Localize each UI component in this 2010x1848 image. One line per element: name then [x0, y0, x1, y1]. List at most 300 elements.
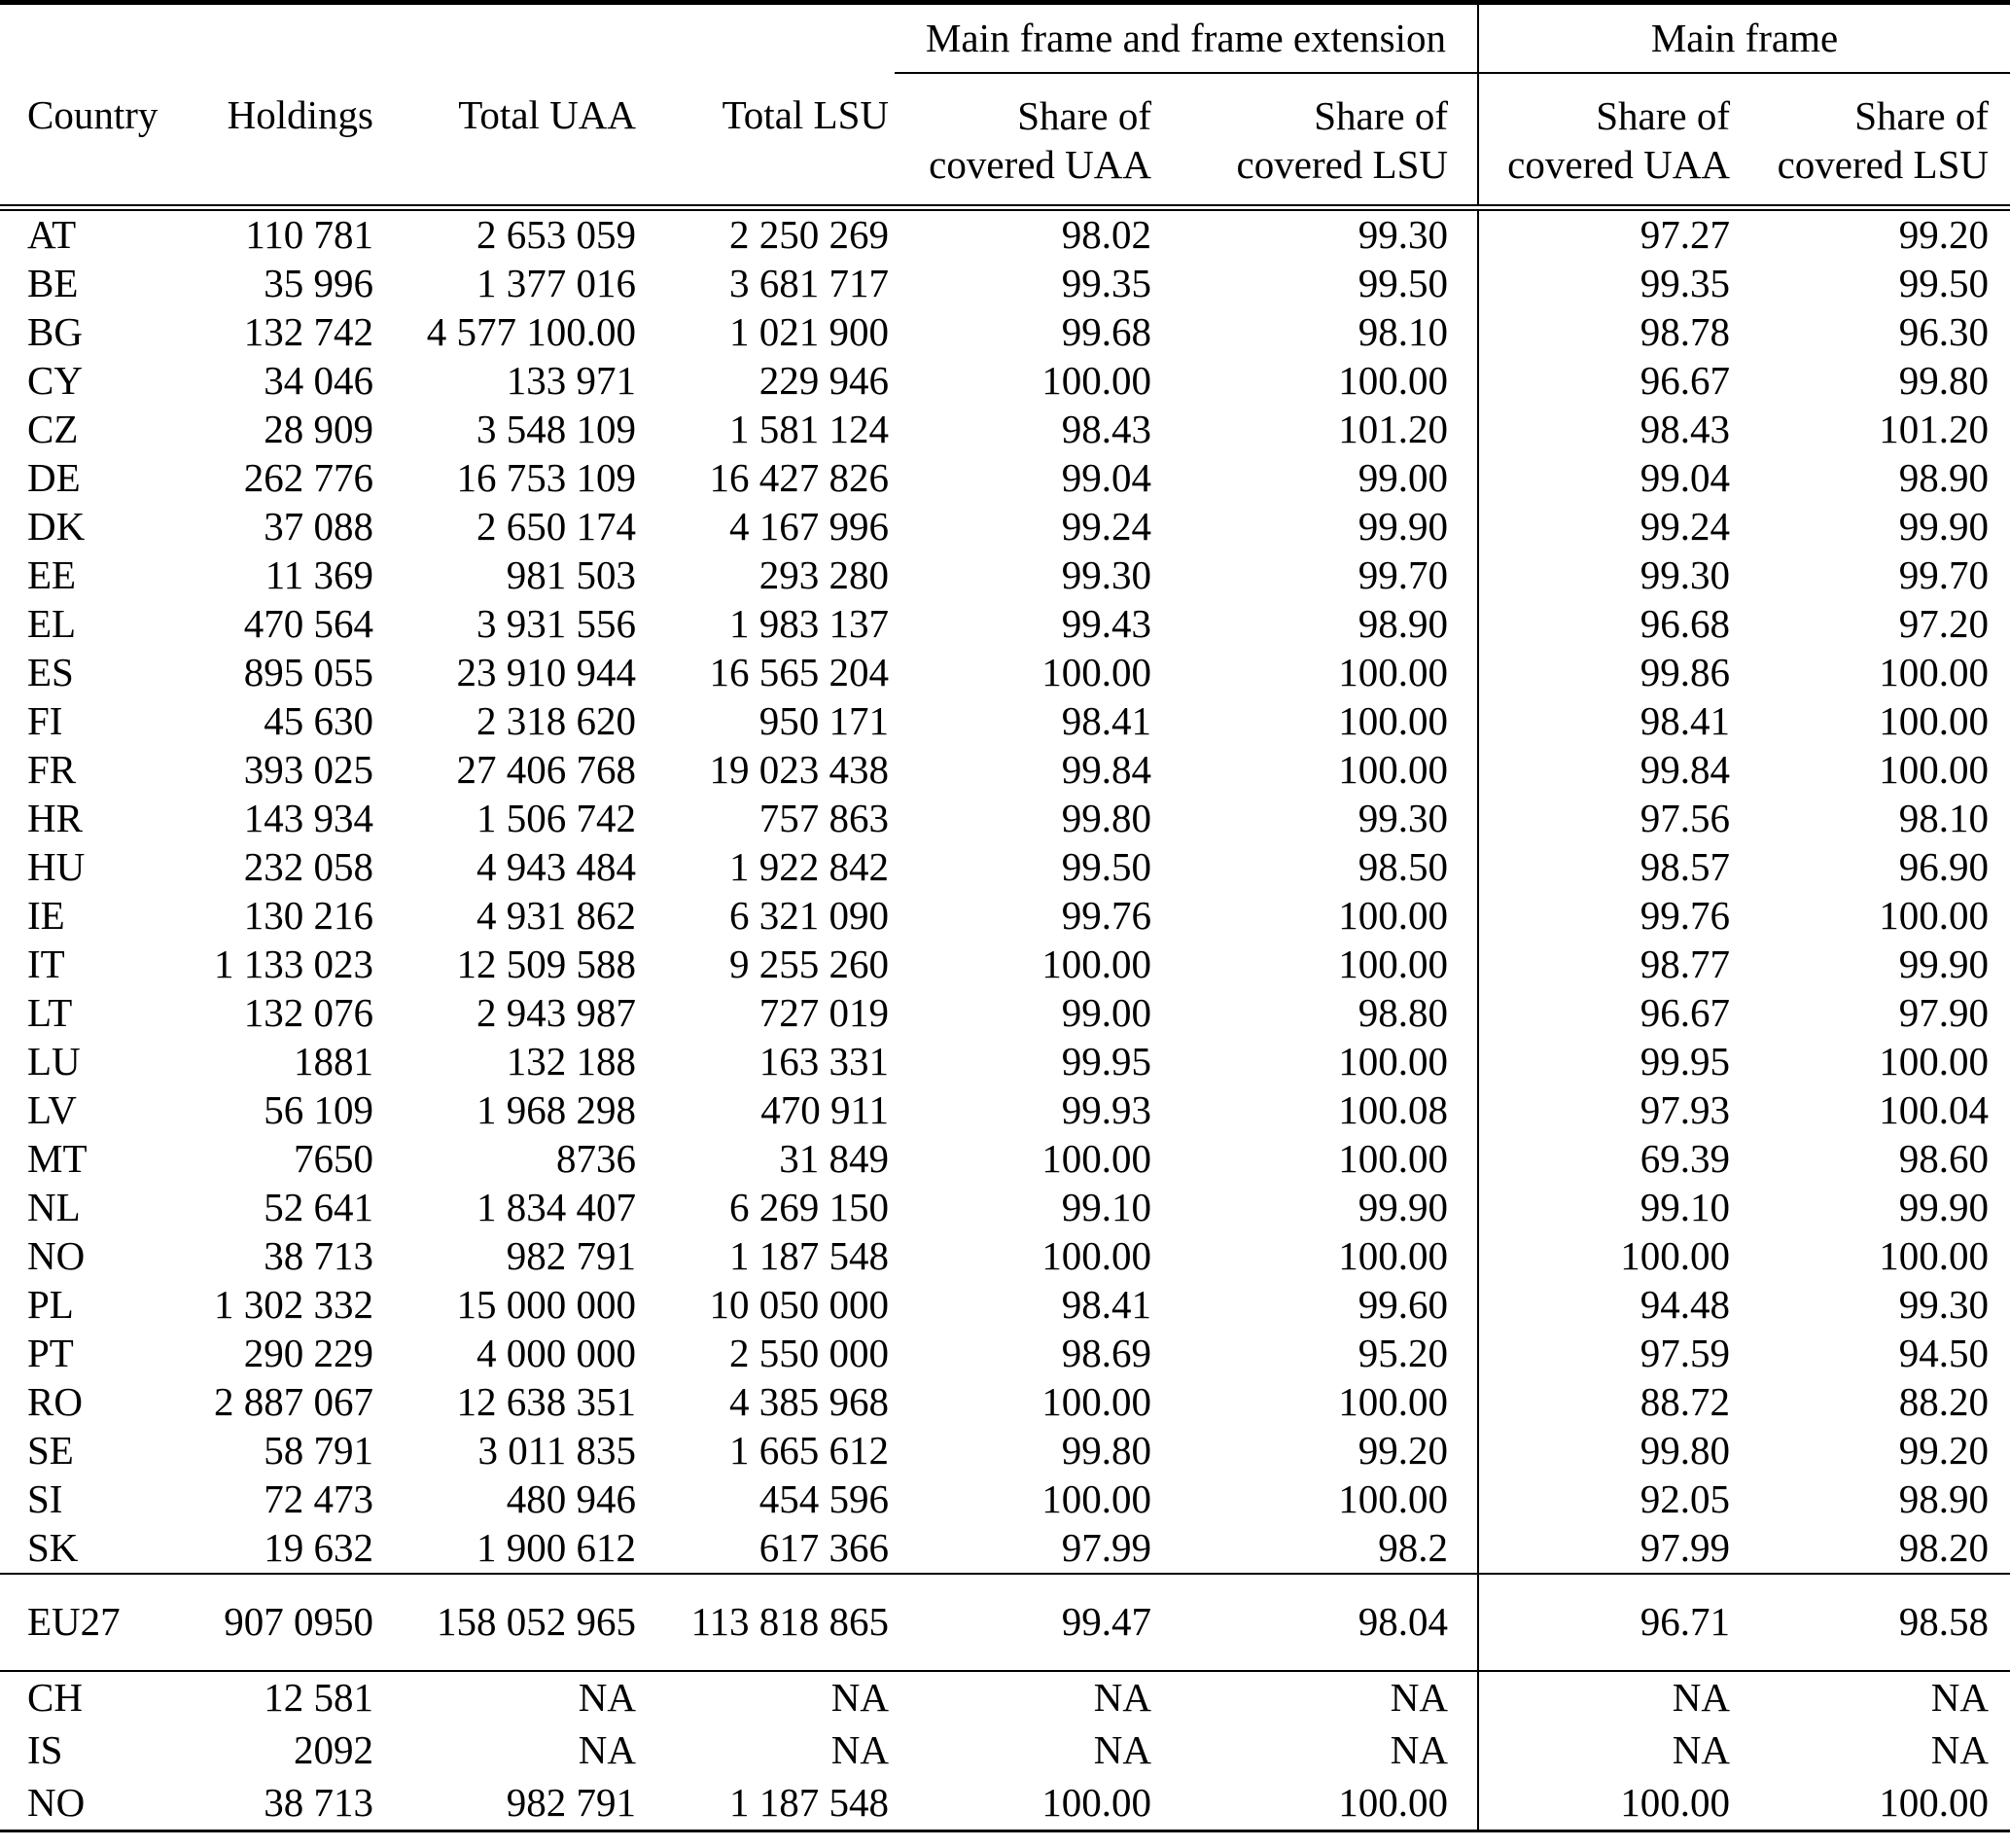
total-lsu-cell: 454 596 — [758, 1475, 889, 1521]
share-lsu-extension-cell: 99.90 — [1157, 503, 1478, 551]
share-lsu-extension-cell: 95.20 — [1157, 1330, 1478, 1378]
share-uaa-main-cell: 100.00 — [1620, 1779, 1730, 1825]
country-cell: HR — [27, 795, 83, 840]
share-uaa-main-cell: 98.41 — [1640, 697, 1730, 743]
table-row — [0, 1232, 2010, 1281]
share-uaa-extension-cell: 98.43 — [1061, 406, 1151, 451]
total-lsu-cell: 4 385 968 — [729, 1378, 889, 1424]
holdings-cell: 12 581 — [264, 1674, 373, 1720]
col-header-line2: covered UAA — [929, 141, 1151, 187]
share-uaa-main-cell: 69.39 — [1640, 1135, 1730, 1181]
table-row — [0, 941, 2010, 989]
share-uaa-main-cell: 99.76 — [1640, 892, 1730, 938]
country-cell: LU — [27, 1038, 81, 1084]
holdings-cell: 37 088 — [264, 503, 373, 549]
holdings-cell: 290 229 — [243, 1330, 373, 1375]
country-cell: IT — [27, 941, 65, 986]
share-uaa-extension-cell: 99.68 — [1061, 308, 1151, 354]
share-lsu-extension-cell: 99.60 — [1157, 1281, 1478, 1330]
country-cell: FR — [27, 746, 77, 792]
share-uaa-extension-cell: 100.00 — [1041, 1475, 1151, 1521]
holdings-cell: 143 934 — [243, 795, 373, 840]
table-row — [0, 551, 2010, 600]
table-row — [0, 1524, 2010, 1574]
total-lsu-cell: 31 849 — [779, 1135, 889, 1181]
country-cell: IS — [27, 1726, 63, 1772]
share-uaa-extension-cell: 100.00 — [1041, 1779, 1151, 1825]
col-header-line1: Share of — [1854, 92, 1990, 138]
col-header-line1: Share of — [1314, 92, 1448, 138]
total-uaa-cell: 3 011 835 — [477, 1427, 636, 1473]
share-lsu-main-cell: 99.30 — [1898, 1281, 1990, 1327]
share-uaa-main-cell: 99.86 — [1640, 649, 1730, 694]
country-cell: IE — [27, 892, 65, 938]
country-cell: SK — [27, 1524, 79, 1570]
share-uaa-main-cell: 98.78 — [1640, 308, 1730, 354]
holdings-cell: 52 641 — [264, 1184, 373, 1229]
share-uaa-extension-cell: 99.24 — [1061, 503, 1151, 549]
share-lsu-main-cell: 97.20 — [1898, 600, 1990, 646]
group-header-main-frame: Main frame — [1478, 3, 2010, 73]
col-header-share-lsu-extension — [1157, 73, 1478, 208]
col-header-line1: Share of — [1017, 92, 1151, 138]
holdings-cell: 393 025 — [243, 746, 373, 792]
share-uaa-main-cell: 97.59 — [1640, 1330, 1730, 1375]
holdings-cell: 19 632 — [264, 1524, 373, 1570]
col-header-line1: Holdings — [227, 91, 373, 137]
country-cell: FI — [27, 697, 63, 743]
country-cell: LT — [27, 989, 73, 1035]
table-row — [0, 746, 2010, 795]
share-lsu-main-cell: 98.10 — [1898, 795, 1990, 840]
share-uaa-extension-cell: 99.30 — [1061, 551, 1151, 597]
holdings-cell: 1 302 332 — [214, 1281, 373, 1327]
share-lsu-main-cell: 98.58 — [1736, 1574, 2010, 1671]
share-lsu-extension-cell: 99.00 — [1157, 454, 1478, 503]
share-uaa-extension-cell: 99.80 — [1061, 1427, 1151, 1473]
total-uaa-cell: NA — [578, 1726, 636, 1772]
share-uaa-main-cell: 88.72 — [1640, 1378, 1730, 1424]
share-lsu-main-cell: 100.00 — [1879, 892, 1990, 938]
country-cell: PL — [27, 1281, 74, 1327]
share-lsu-main-cell: 99.90 — [1898, 503, 1990, 549]
total-lsu-cell: 16 565 204 — [709, 649, 889, 694]
holdings-cell: 34 046 — [264, 357, 373, 403]
country-rows-section — [0, 207, 2010, 1574]
country-cell: PT — [27, 1330, 74, 1375]
share-lsu-extension-cell: 100.00 — [1157, 1232, 1478, 1281]
table-row — [0, 1574, 2010, 1671]
total-uaa-cell: 2 653 059 — [476, 211, 636, 257]
share-lsu-extension-cell: 100.00 — [1157, 746, 1478, 795]
share-lsu-extension-cell: 98.2 — [1157, 1524, 1478, 1574]
col-header-holdings — [146, 73, 379, 208]
share-lsu-main-cell: 99.90 — [1898, 1184, 1990, 1229]
holdings-cell: 470 564 — [243, 600, 373, 646]
share-lsu-extension-cell: 99.20 — [1157, 1427, 1478, 1475]
share-uaa-extension-cell: 99.50 — [1061, 843, 1151, 889]
share-lsu-main-cell: 100.00 — [1879, 1038, 1990, 1084]
total-lsu-cell: NA — [830, 1726, 889, 1772]
share-uaa-extension-cell: 99.95 — [1061, 1038, 1151, 1084]
share-lsu-extension-cell: 98.04 — [1157, 1574, 1478, 1671]
share-uaa-main-cell: 99.30 — [1640, 551, 1730, 597]
total-lsu-cell: 2 250 269 — [729, 211, 889, 257]
table-row — [0, 989, 2010, 1038]
share-uaa-extension-cell: 99.00 — [1061, 989, 1151, 1035]
share-lsu-extension-cell: 98.80 — [1157, 989, 1478, 1038]
share-lsu-extension-cell: 99.50 — [1157, 260, 1478, 308]
table-row — [0, 843, 2010, 892]
share-lsu-main-cell: 99.90 — [1898, 941, 1990, 986]
country-cell: DE — [27, 454, 81, 500]
share-uaa-extension-cell: 99.84 — [1061, 746, 1151, 792]
country-cell: NL — [27, 1184, 81, 1229]
table-row — [0, 1281, 2010, 1330]
table-header — [0, 3, 2010, 208]
total-uaa-cell: 2 650 174 — [476, 503, 636, 549]
share-lsu-extension-cell: 99.70 — [1157, 551, 1478, 600]
share-uaa-extension-cell: 100.00 — [1041, 649, 1151, 694]
share-uaa-main-cell: 99.84 — [1640, 746, 1730, 792]
share-lsu-main-cell: 96.30 — [1898, 308, 1990, 354]
share-uaa-main-cell: NA — [1672, 1726, 1730, 1772]
share-lsu-extension-cell: 100.00 — [1157, 649, 1478, 697]
share-lsu-main-cell: 100.04 — [1879, 1086, 1990, 1132]
country-cell: EE — [27, 551, 77, 597]
total-lsu-cell: 1 021 900 — [729, 308, 889, 354]
total-uaa-cell: 12 509 588 — [456, 941, 636, 986]
col-header-line2: covered LSU — [1777, 141, 1990, 187]
share-lsu-extension-cell: 99.90 — [1157, 1184, 1478, 1232]
share-uaa-extension-cell: 99.43 — [1061, 600, 1151, 646]
share-uaa-main-cell: 97.99 — [1640, 1524, 1730, 1570]
col-header-line2 — [27, 139, 146, 188]
share-uaa-extension-cell: 99.04 — [1061, 454, 1151, 500]
total-uaa-cell: 982 791 — [506, 1779, 636, 1825]
country-cell: AT — [27, 211, 77, 257]
country-cell: SE — [27, 1427, 74, 1473]
holdings-cell: 7650 — [294, 1135, 373, 1181]
holdings-cell: 11 369 — [264, 551, 373, 597]
country-cell: CZ — [27, 406, 79, 451]
country-cell: MT — [27, 1135, 88, 1181]
share-uaa-main-cell: 100.00 — [1620, 1232, 1730, 1278]
holdings-cell: 895 055 — [243, 649, 373, 694]
table-row — [0, 1671, 2010, 1724]
share-uaa-main-cell: 97.27 — [1640, 211, 1730, 257]
table-row — [0, 406, 2010, 454]
share-lsu-main-cell: 100.00 — [1879, 697, 1990, 743]
share-uaa-extension-cell: 99.10 — [1061, 1184, 1151, 1229]
group-header-row — [0, 3, 2010, 73]
country-cell: RO — [27, 1378, 83, 1424]
total-uaa-cell: 12 638 351 — [456, 1378, 636, 1424]
total-uaa-cell: 1 968 298 — [476, 1086, 636, 1132]
share-uaa-main-cell: 99.95 — [1640, 1038, 1730, 1084]
share-uaa-main-cell: 99.80 — [1640, 1427, 1730, 1473]
table-row — [0, 1724, 2010, 1777]
col-header-total-lsu — [642, 73, 895, 208]
share-uaa-extension-cell: 97.99 — [1061, 1524, 1151, 1570]
total-uaa-cell: 15 000 000 — [456, 1281, 636, 1327]
holdings-cell: 38 713 — [264, 1232, 373, 1278]
col-header-line2 — [146, 139, 373, 188]
table-row — [0, 308, 2010, 357]
holdings-cell: 56 109 — [264, 1086, 373, 1132]
share-uaa-main-cell: 94.48 — [1640, 1281, 1730, 1327]
country-cell: CH — [27, 1674, 83, 1720]
group-header-spacer — [0, 3, 895, 73]
share-uaa-extension-cell: 98.02 — [1061, 211, 1151, 257]
table-row — [0, 697, 2010, 746]
holdings-cell: 130 216 — [243, 892, 373, 938]
share-uaa-main-cell: 97.93 — [1640, 1086, 1730, 1132]
total-uaa-cell: 1 506 742 — [476, 795, 636, 840]
total-lsu-cell: 6 269 150 — [729, 1184, 889, 1229]
share-lsu-extension-cell: 100.08 — [1157, 1086, 1478, 1135]
share-lsu-main-cell: 99.50 — [1898, 260, 1990, 305]
share-uaa-extension-cell: 99.93 — [1061, 1086, 1151, 1132]
share-lsu-extension-cell: NA — [1157, 1724, 1478, 1777]
total-lsu-cell: 727 019 — [758, 989, 889, 1035]
share-lsu-main-cell: 94.50 — [1898, 1330, 1990, 1375]
share-lsu-main-cell: 88.20 — [1898, 1378, 1990, 1424]
share-uaa-main-cell: 99.10 — [1640, 1184, 1730, 1229]
share-uaa-main-cell: 99.35 — [1640, 260, 1730, 305]
total-lsu-cell: 10 050 000 — [709, 1281, 889, 1327]
share-uaa-main-cell: 96.67 — [1640, 357, 1730, 403]
total-lsu-cell: 19 023 438 — [709, 746, 889, 792]
total-uaa-cell: 8736 — [556, 1135, 636, 1181]
col-header-line1: Share of — [1596, 92, 1730, 138]
share-uaa-main-cell: 99.24 — [1640, 503, 1730, 549]
share-lsu-main-cell: 99.20 — [1898, 211, 1990, 257]
holdings-cell: 110 781 — [245, 211, 373, 257]
share-uaa-extension-cell: 98.69 — [1061, 1330, 1151, 1375]
total-uaa-cell: 16 753 109 — [456, 454, 636, 500]
total-uaa-cell: 133 971 — [506, 357, 636, 403]
share-lsu-extension-cell: 100.00 — [1157, 1378, 1478, 1427]
holdings-cell: 72 473 — [264, 1475, 373, 1521]
total-uaa-cell: 27 406 768 — [456, 746, 636, 792]
total-uaa-cell: 2 318 620 — [476, 697, 636, 743]
table-row — [0, 1378, 2010, 1427]
share-uaa-extension-cell: 98.41 — [1061, 697, 1151, 743]
share-uaa-extension-cell: 100.00 — [1041, 941, 1151, 986]
share-lsu-extension-cell: 100.00 — [1157, 1038, 1478, 1086]
share-lsu-main-cell: 96.90 — [1898, 843, 1990, 889]
table-row — [0, 454, 2010, 503]
total-lsu-cell: 2 550 000 — [729, 1330, 889, 1375]
country-cell: EL — [27, 600, 77, 646]
eu27-summary-section — [0, 1574, 2010, 1671]
non-eu-rows-section — [0, 1671, 2010, 1831]
share-uaa-extension-cell: NA — [1093, 1674, 1151, 1720]
total-uaa-cell: 3 548 109 — [476, 406, 636, 451]
total-lsu-cell: 293 280 — [758, 551, 889, 597]
holdings-cell: 132 742 — [243, 308, 373, 354]
total-uaa-cell: 981 503 — [506, 551, 636, 597]
country-cell: DK — [27, 503, 86, 549]
total-lsu-cell: 3 681 717 — [729, 260, 889, 305]
share-lsu-main-cell: 100.00 — [1879, 1232, 1990, 1278]
share-uaa-main-cell: 96.67 — [1640, 989, 1730, 1035]
total-lsu-cell: 229 946 — [758, 357, 889, 403]
country-cell: CY — [27, 357, 83, 403]
total-uaa-cell: 982 791 — [506, 1232, 636, 1278]
country-cell: BE — [27, 260, 79, 305]
col-header-country — [0, 73, 159, 208]
share-lsu-extension-cell: 98.90 — [1157, 600, 1478, 649]
table-row — [0, 260, 2010, 308]
share-uaa-main-cell: 98.77 — [1640, 941, 1730, 986]
share-lsu-main-cell: 98.60 — [1898, 1135, 1990, 1181]
total-lsu-cell: 617 366 — [758, 1524, 889, 1570]
share-uaa-extension-cell: 100.00 — [1041, 357, 1151, 403]
total-lsu-cell: 6 321 090 — [729, 892, 889, 938]
holdings-cell: 1881 — [294, 1038, 373, 1084]
total-lsu-cell: 1 665 612 — [729, 1427, 889, 1473]
share-lsu-extension-cell: 100.00 — [1157, 357, 1478, 406]
share-lsu-extension-cell: 100.00 — [1157, 941, 1478, 989]
table-row — [0, 1427, 2010, 1475]
total-uaa-cell: NA — [578, 1674, 636, 1720]
share-lsu-extension-cell: 100.00 — [1157, 892, 1478, 941]
share-lsu-main-cell: 99.70 — [1898, 551, 1990, 597]
table-row — [0, 892, 2010, 941]
country-cell: LV — [27, 1086, 77, 1132]
share-uaa-extension-cell: 100.00 — [1041, 1135, 1151, 1181]
share-uaa-extension-cell: 98.41 — [1061, 1281, 1151, 1327]
col-header-line2: covered UAA — [1507, 141, 1730, 187]
share-uaa-extension-cell: NA — [1093, 1726, 1151, 1772]
total-lsu-cell: 1 187 548 — [729, 1232, 889, 1278]
country-cell: SI — [27, 1475, 63, 1521]
share-lsu-main-cell: 99.80 — [1898, 357, 1990, 403]
table-row — [0, 1475, 2010, 1524]
total-uaa-cell: 2 943 987 — [476, 989, 636, 1035]
share-uaa-main-cell: 96.68 — [1640, 600, 1730, 646]
holdings-cell: 132 076 — [243, 989, 373, 1035]
holdings-cell: 1 133 023 — [214, 941, 373, 986]
holdings-cell: 35 996 — [264, 260, 373, 305]
total-lsu-cell: 1 581 124 — [729, 406, 889, 451]
table-row — [0, 1038, 2010, 1086]
table-row — [0, 1777, 2010, 1831]
holdings-cell: 58 791 — [264, 1427, 373, 1473]
share-uaa-main-cell: 97.56 — [1640, 795, 1730, 840]
total-lsu-cell: 9 255 260 — [729, 941, 889, 986]
share-lsu-main-cell: 98.90 — [1898, 1475, 1990, 1521]
share-uaa-main-cell: 98.57 — [1640, 843, 1730, 889]
share-lsu-extension-cell: 99.30 — [1157, 795, 1478, 843]
share-uaa-extension-cell: 99.35 — [1061, 260, 1151, 305]
table-row — [0, 1184, 2010, 1232]
table-row — [0, 1330, 2010, 1378]
col-header-line2: covered LSU — [1236, 141, 1448, 187]
col-header-line1: Total UAA — [458, 91, 636, 137]
holdings-cell: 38 713 — [264, 1779, 373, 1825]
table-row — [0, 357, 2010, 406]
share-lsu-extension-cell: 100.00 — [1157, 1135, 1478, 1184]
holdings-cell: 907 0950 — [146, 1574, 379, 1671]
share-lsu-extension-cell: 98.10 — [1157, 308, 1478, 357]
col-header-share-uaa-main — [1478, 73, 1736, 208]
total-lsu-cell: 1 922 842 — [729, 843, 889, 889]
holdings-cell: 2 887 067 — [214, 1378, 373, 1424]
total-lsu-cell: 113 818 865 — [642, 1574, 895, 1671]
share-uaa-extension-cell: 100.00 — [1041, 1232, 1151, 1278]
share-uaa-main-cell: 96.71 — [1478, 1574, 1736, 1671]
column-header-row — [0, 73, 2010, 208]
col-header-line2 — [642, 139, 889, 188]
country-cell: NO — [27, 1779, 86, 1825]
holdings-cell: 2092 — [294, 1726, 373, 1772]
holdings-cell: 232 058 — [243, 843, 373, 889]
holdings-cell: 45 630 — [264, 697, 373, 743]
share-uaa-main-cell: NA — [1672, 1674, 1730, 1720]
group-header-main-frame-and-frame-extension: Main frame and frame extension — [895, 3, 1478, 73]
share-lsu-extension-cell: NA — [1157, 1671, 1478, 1724]
share-uaa-main-cell: 98.43 — [1640, 406, 1730, 451]
total-lsu-cell: 757 863 — [758, 795, 889, 840]
share-uaa-extension-cell: 100.00 — [1041, 1378, 1151, 1424]
share-lsu-main-cell: 99.20 — [1898, 1427, 1990, 1473]
table-row — [0, 207, 2010, 260]
total-uaa-cell: 4 000 000 — [476, 1330, 636, 1375]
share-lsu-main-cell: 98.90 — [1898, 454, 1990, 500]
share-lsu-extension-cell: 98.50 — [1157, 843, 1478, 892]
total-lsu-cell: 1 187 548 — [729, 1779, 889, 1825]
total-lsu-cell: 163 331 — [758, 1038, 889, 1084]
col-header-line1: Total LSU — [722, 91, 889, 137]
share-lsu-main-cell: 101.20 — [1879, 406, 1990, 451]
total-uaa-cell: 1 377 016 — [476, 260, 636, 305]
total-lsu-cell: 470 911 — [760, 1086, 889, 1132]
share-lsu-main-cell: NA — [1930, 1726, 1990, 1772]
total-uaa-cell: 3 931 556 — [476, 600, 636, 646]
total-uaa-cell: 4 577 100.00 — [426, 308, 636, 354]
country-cell: BG — [27, 308, 83, 354]
total-uaa-cell: 132 188 — [506, 1038, 636, 1084]
table-row — [0, 600, 2010, 649]
share-lsu-main-cell: NA — [1930, 1674, 1990, 1720]
share-uaa-extension-cell: 99.76 — [1061, 892, 1151, 938]
table-row — [0, 1086, 2010, 1135]
total-lsu-cell: 16 427 826 — [709, 454, 889, 500]
share-lsu-extension-cell: 100.00 — [1157, 697, 1478, 746]
share-lsu-main-cell: 100.00 — [1879, 1779, 1990, 1825]
total-uaa-cell: 23 910 944 — [456, 649, 636, 694]
country-cell: ES — [27, 649, 74, 694]
table-row — [0, 503, 2010, 551]
share-lsu-extension-cell: 101.20 — [1157, 406, 1478, 454]
col-header-line2 — [379, 139, 636, 188]
share-lsu-extension-cell: 100.00 — [1157, 1777, 1478, 1831]
share-uaa-extension-cell: 99.47 — [895, 1574, 1157, 1671]
total-uaa-cell: 4 943 484 — [476, 843, 636, 889]
total-uaa-cell: 4 931 862 — [476, 892, 636, 938]
total-uaa-cell: 1 900 612 — [476, 1524, 636, 1570]
share-uaa-extension-cell: 99.80 — [1061, 795, 1151, 840]
country-cell: EU27 — [0, 1574, 146, 1671]
country-cell: NO — [27, 1232, 86, 1278]
col-header-total-uaa — [379, 73, 642, 208]
total-lsu-cell: NA — [830, 1674, 889, 1720]
col-header-share-uaa-extension — [895, 73, 1157, 208]
col-header-line1: Country — [27, 91, 159, 137]
